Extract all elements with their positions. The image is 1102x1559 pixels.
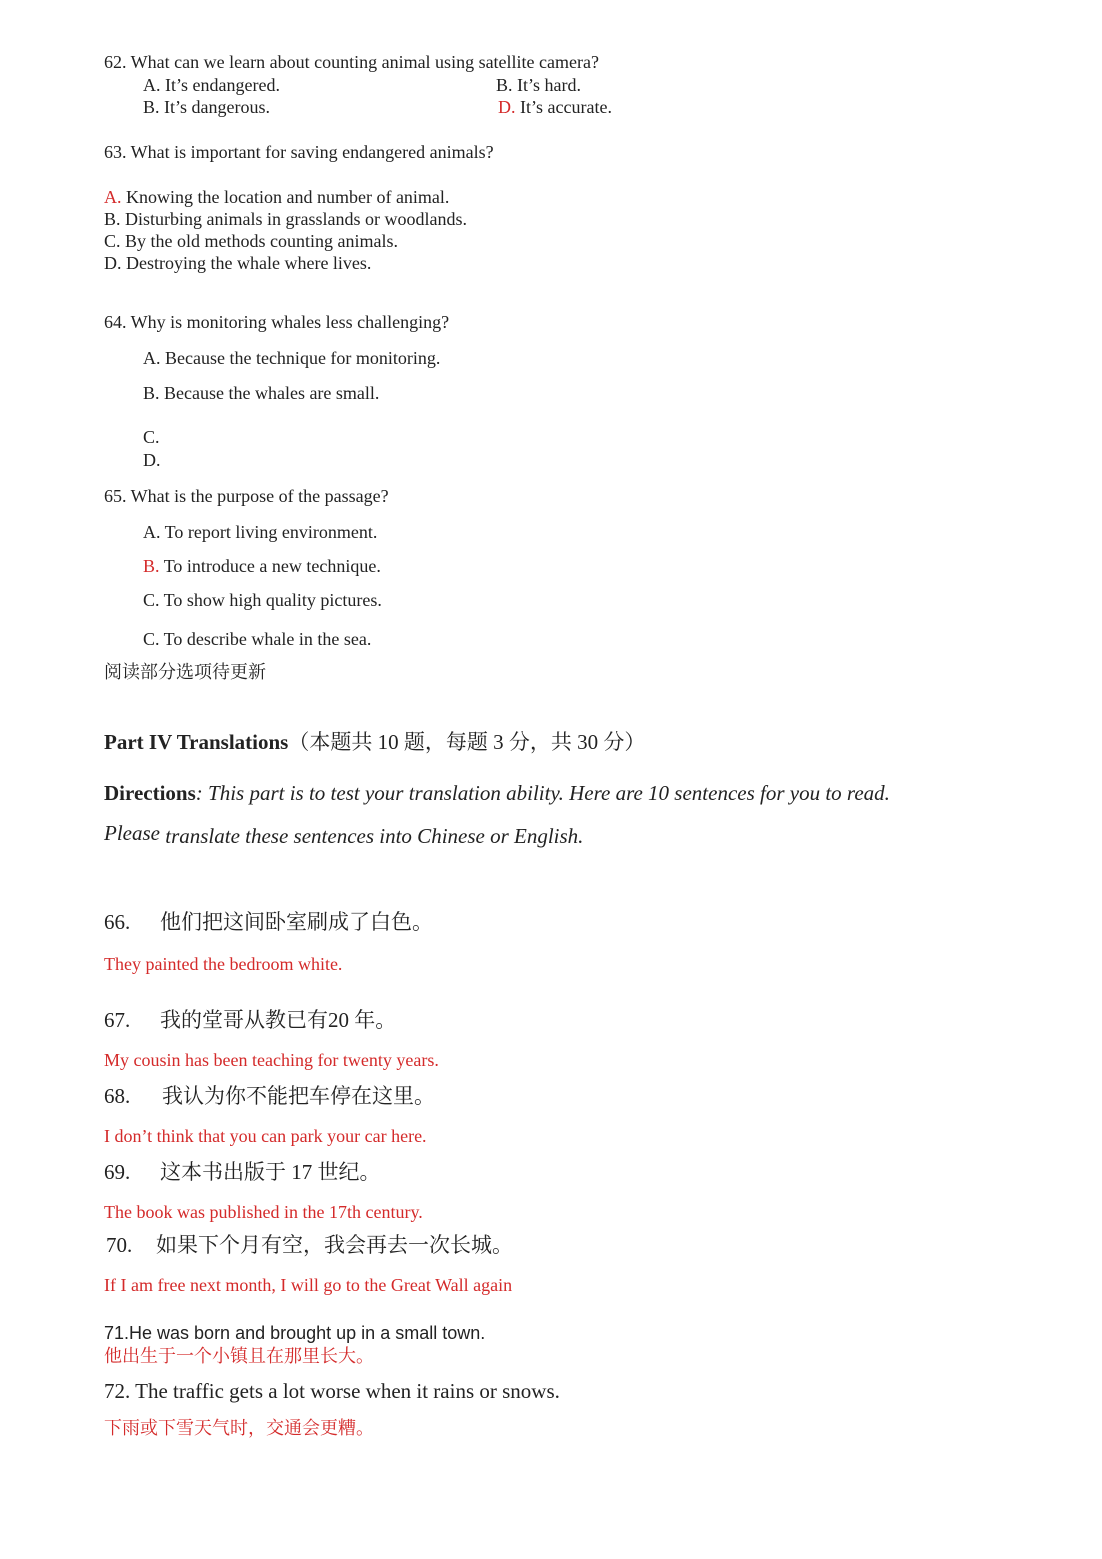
q64-option-c: C. [143, 427, 160, 447]
q64-option-d: D. [143, 450, 161, 470]
option-text: It’s dangerous. [159, 97, 270, 117]
option-text: To introduce a new technique. [159, 556, 381, 576]
option-text: It’s accurate. [515, 97, 612, 117]
option-text: Knowing the location and number of animal. [121, 187, 450, 207]
answer-letter: A. [104, 187, 122, 207]
q63-option-b: B. Disturbing animals in grasslands or woodlands. [104, 209, 467, 229]
q63-option-a [104, 186, 449, 208]
item-number: 69. [104, 1160, 131, 1184]
answer-70: If I am free next month, I will go to the Great Wall again [104, 1275, 513, 1295]
option-letter: A. [143, 75, 161, 95]
q63-option-c: C. By the old methods counting animals. [104, 231, 398, 251]
answer-67: My cousin has been teaching for twenty years. [104, 1050, 439, 1070]
translation-item-67 [104, 1007, 396, 1033]
part4-title: Part IV Translations [104, 730, 289, 754]
answer-66: They painted the bedroom white. [104, 954, 343, 974]
item-number: 68. [104, 1084, 131, 1108]
q64-option-a: A. Because the technique for monitoring. [143, 348, 441, 368]
answer-72: 下雨或下雪天气时，交通会更糟。 [104, 1418, 374, 1438]
answer-letter: B. [143, 556, 160, 576]
q64-option-b: B. Because the whales are small. [143, 383, 380, 403]
item-sentence: 我的堂哥从教已有20 年。 [160, 1008, 397, 1032]
translation-item-72: 72. The traffic gets a lot worse when it rains or snows. [104, 1379, 560, 1403]
translation-item-68 [104, 1083, 435, 1109]
directions-rest: translate these sentences into Chinese or English. [159, 824, 584, 848]
q62-stem: 62. What can we learn about counting animal using satellite camera? [104, 52, 599, 72]
translation-item-70 [106, 1232, 513, 1258]
answer-69: The book was published in the 17th century. [104, 1202, 423, 1222]
item-number: 67. [104, 1008, 131, 1032]
item-sentence: 我认为你不能把车停在这里。 [162, 1084, 435, 1108]
item-sentence: 这本书出版于 17 世纪。 [160, 1160, 381, 1184]
option-text: It’s endangered. [160, 75, 280, 95]
q65-option-c2: C. To describe whale in the sea. [143, 629, 372, 649]
q63-option-d: D. Destroying the whale where lives. [104, 253, 372, 273]
item-sentence: 他们把这间卧室刷成了白色。 [160, 910, 433, 934]
q62-option-b [496, 74, 581, 96]
q65-stem: 65. What is the purpose of the passage? [104, 486, 389, 506]
part4-heading [104, 729, 645, 755]
q64-stem: 64. Why is monitoring whales less challenging? [104, 312, 450, 332]
q65-option-b [143, 555, 381, 577]
q65-option-c: C. To show high quality pictures. [143, 590, 382, 610]
directions-please: Please [104, 821, 160, 845]
part4-score: （本题共 10 题，每题 3 分，共 30 分） [288, 730, 646, 754]
translation-item-69 [104, 1159, 381, 1185]
q62-option-d [498, 96, 612, 118]
answer-letter: D. [498, 97, 516, 117]
q63-stem: 63. What is important for saving endangered animals? [104, 142, 494, 162]
answer-68: I don’t think that you can park your car here. [104, 1126, 427, 1146]
translation-item-71: 71.He was born and brought up in a small town. [104, 1323, 486, 1343]
item-sentence: 如果下个月有空，我会再去一次长城。 [156, 1233, 513, 1257]
q65-option-a: A. To report living environment. [143, 522, 378, 542]
option-letter: B. [143, 97, 160, 117]
update-note: 阅读部分选项待更新 [104, 662, 266, 682]
directions-label: Directions [104, 781, 196, 805]
answer-71: 他出生于一个小镇且在那里长大。 [104, 1346, 374, 1366]
option-text: It’s hard. [512, 75, 581, 95]
option-letter: B. [496, 75, 513, 95]
q62-option-b2 [143, 96, 270, 118]
translation-item-66 [104, 909, 433, 935]
directions-text: : This part is to test your translation ability. Here are 10 sentences for you to read. [195, 781, 890, 805]
directions-line-2 [104, 820, 583, 846]
directions-line-1 [104, 780, 890, 806]
q62-option-a [143, 74, 280, 96]
item-number: 70. [106, 1233, 133, 1257]
item-number: 66. [104, 910, 131, 934]
